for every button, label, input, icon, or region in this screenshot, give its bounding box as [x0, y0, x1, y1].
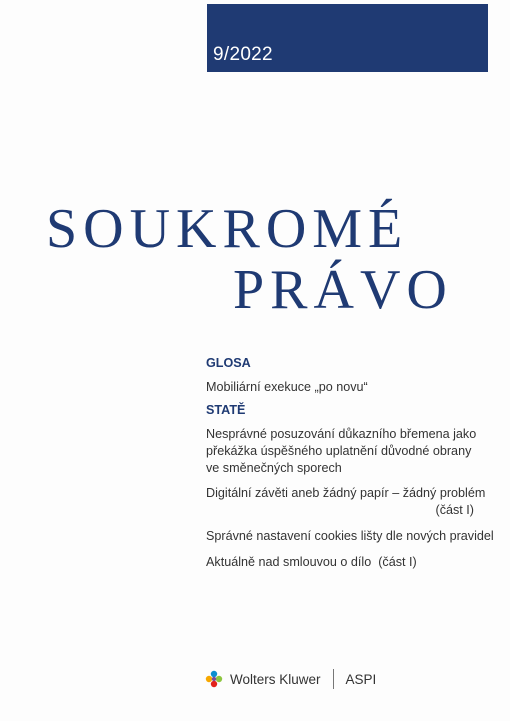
toc-entry-line: Nesprávné posuzování důkazního břemena jako [206, 427, 477, 441]
section-heading-state: STATĚ [206, 403, 246, 417]
footer-divider [333, 669, 334, 689]
wolters-kluwer-logo-icon [204, 669, 224, 689]
section-heading-glosa: GLOSA [206, 356, 251, 370]
title-line-2: PRÁVO [233, 259, 453, 321]
toc-entry-part: (část I) [435, 503, 474, 517]
toc-entry [206, 554, 496, 571]
toc-entry [206, 485, 496, 519]
toc-entry-line: ve směnečných sporech [206, 461, 342, 475]
toc-entry [206, 426, 496, 477]
issue-number: 9/2022 [213, 44, 273, 65]
publisher-name: Wolters Kluwer [230, 671, 321, 687]
product-name: ASPI [345, 671, 377, 687]
table-of-contents [206, 355, 496, 571]
publisher-footer [204, 668, 376, 690]
toc-entry-line: Aktuálně nad smlouvou o dílo (část I) [206, 555, 417, 569]
title-line-1: SOUKROMÉ [46, 198, 409, 260]
toc-entry: Mobiliární exekuce „po novu“ [206, 380, 368, 394]
issue-banner [207, 4, 488, 72]
toc-entry [206, 528, 496, 545]
toc-entry-line: Digitální závěti aneb žádný papír – žádný problém [206, 486, 486, 500]
toc-entry-line: překážka úspěšného uplatnění důvodné obrany [206, 444, 472, 458]
toc-entry-line: Správné nastavení cookies lišty dle nových pravidel [206, 529, 494, 543]
